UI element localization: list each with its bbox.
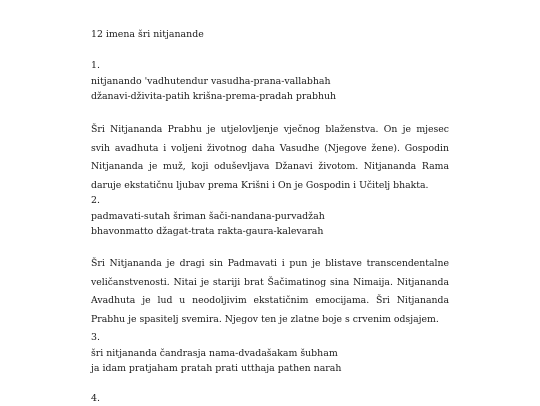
verse-number: 1. [91,60,100,71]
verse-2-text [91,209,449,239]
verse-number: 3. [91,332,100,343]
verse-line: ja idam pratjaham pratah prati utthaja pathen narah [91,363,342,374]
verse-number: 4. [91,393,100,404]
verse-1-text [91,74,449,104]
document-title: 12 imena šri nitjanande [91,29,204,40]
verse-number: 2. [91,195,100,206]
verse-line: bhavonmatto džagat-trata rakta-gaura-kalevarah [91,226,324,237]
verse-line: šri nitjananda čandrasja nama-dvadašakam šubham [91,348,338,359]
verse-3-text [91,346,449,376]
verse-commentary: Šri Nitjananda je dragi sin Padmavati i pun je blistave transcendentalne veličanstvenosti. Nitai je stariji brat Šačimatinog sina Nimaija. Nitjananda Avadhuta je lud u neodoljivim ekstatičnim emocijama. Šri Nitjananda Prabhu je spasitelj svemira. Njegov ten je zlatne boje s crvenim odsjajem. [91,258,449,325]
verse-line: nitjanando 'vadhutendur vasudha-prana-vallabhah [91,76,331,87]
verse-line: džanavi-dživita-patih krišna-prema-pradah prabhuh [91,91,337,102]
verse-commentary: Šri Nitjananda Prabhu je utjelovljenje vječnog blaženstva. On je mjesec svih avadhuta i voljeni životnog daha Vasudhe (Njegove žene). Gospodin Nitjananda je muž, koji oduševljava Džanavi životom. Nitjananda Rama daruje ekstatičnu ljubav prema Krišni i On je Gospodin i Učitelj bhakta. [91,124,449,191]
verse-line: padmavati-sutah šriman šači-nandana-purvadžah [91,211,325,222]
